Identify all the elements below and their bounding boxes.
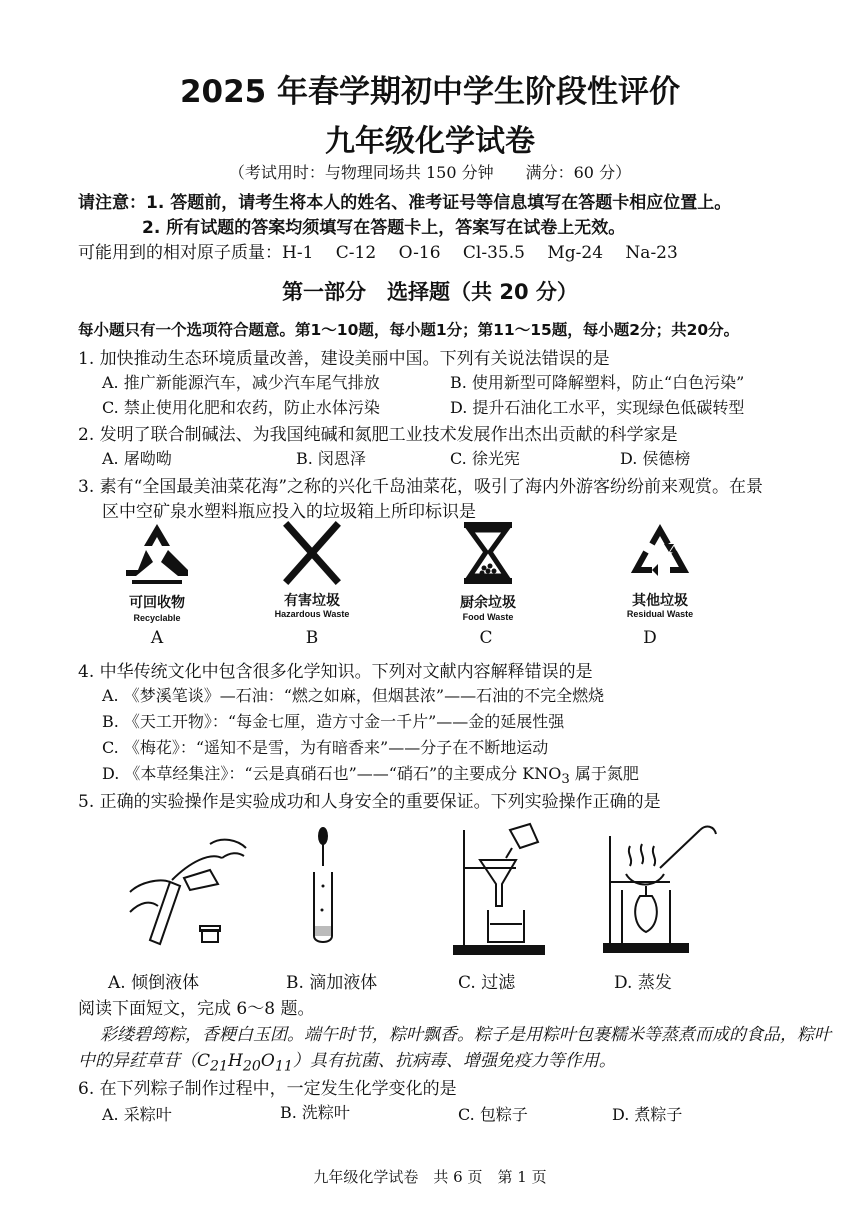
food-waste-icon [462,520,514,586]
exam-title: 2025 年春学期初中学生阶段性评价 [179,74,681,110]
notes-label: 请注意： [78,193,146,213]
notes-line-1 [78,188,731,213]
q1-option-c: C. 禁止使用化肥和农药，防止水体污染 [102,398,380,417]
q5-option-c: C. 过滤 [458,973,516,993]
dropper-icon [308,826,338,946]
q4-option-d-tail: 属于氮肥 [569,764,639,783]
q6-stem: 6. 在下列粽子制作过程中，一定发生化学变化的是 [78,1079,457,1099]
q4-option-d [102,761,639,787]
q2-stem: 2. 发明了联合制碱法、为我国纯碱和氮肥工业技术发展作出杰出贡献的科学家是 [78,425,678,445]
q5-option-a: A. 倾倒液体 [108,973,200,993]
page-footer: 九年级化学试卷 共 6 页 第 1 页 [313,1168,547,1186]
exam-info: （考试用时：与物理同场共 150 分钟 满分：60 分） [228,163,632,182]
residual-waste-icon [628,522,692,584]
reading-paragraph-line-1: 彩缕碧筠粽，香粳白玉团。端午时节，粽叶飘香。粽子是用粽叶包裹糯米等蒸煮而成的食品，粽叶 [100,1025,831,1045]
reading-formula-h: H [228,1051,243,1071]
q6-option-b: B. 洗粽叶 [280,1103,350,1122]
q4-option-c: C. 《梅花》：“遥知不是雪，为有暗香来”——分子在不断地运动 [102,738,549,757]
filtration-icon [450,820,560,956]
pouring-liquid-icon [110,822,260,952]
q2-option-c: C. 徐光宪 [450,449,520,468]
sign-b-letter: B [305,628,319,648]
atomic-masses: 可能用到的相对原子质量：H-1 C-12 O-16 Cl-35.5 Mg-24 Na-23 [78,243,678,263]
q4-stem: 4. 中华传统文化中包含很多化学知识。下列对文献内容解释错误的是 [78,662,593,682]
reading-formula-post: ）具有抗菌、抗病毒、增强免疫力等作用。 [292,1051,616,1071]
reading-formula-c-count: 21 [210,1058,229,1075]
reading-formula-o-count: 11 [274,1058,293,1075]
q4-option-d-text: D. 《本草经集注》：“云是真硝石也”——“硝石”的主要成分 KNO [102,764,562,783]
hazardous-icon [282,522,342,584]
q4-option-d-subscript: 3 [561,772,570,788]
q6-option-c: C. 包粽子 [458,1105,528,1124]
q1-stem: 1. 加快推动生态环境质量改善，建设美丽中国。下列有关说法错误的是 [78,349,610,369]
sign-b-en: Hazardous Waste [274,609,350,619]
recycle-icon [122,522,192,584]
notes-item-2: 2. 所有试题的答案均须填写在答题卡上，答案写在试卷上无效。 [142,218,626,238]
q1-option-a: A. 推广新能源汽车，减少汽车尾气排放 [102,373,380,392]
q3-stem-line-2: 区中空矿泉水塑料瓶应投入的垃圾箱上所印标识是 [102,502,476,522]
q5-stem: 5. 正确的实验操作是实验成功和人身安全的重要保证。下列实验操作正确的是 [78,792,661,812]
q6-option-a: A. 采粽叶 [102,1105,172,1124]
notes-item-1: 1. 答题前，请考生将本人的姓名、准考证号等信息填写在答题卡相应位置上。 [146,193,732,213]
sign-c-letter: C [479,628,493,648]
sign-a-letter: A [150,628,164,648]
reading-paragraph-line-2 [78,1046,616,1074]
sign-a-cn: 可回收物 [129,595,185,611]
q5-option-b: B. 滴加液体 [286,973,378,993]
part1-heading: 第一部分 选择题（共 20 分） [282,280,578,304]
q1-option-b: B. 使用新型可降解塑料，防止“白色污染” [450,373,745,392]
evaporation-icon [600,816,720,956]
q2-option-a: A. 屠呦呦 [102,449,172,468]
exam-subtitle: 九年级化学试卷 [325,124,535,159]
q4-option-a: A. 《梦溪笔谈》—石油：“燃之如麻，但烟甚浓”——石油的不完全燃烧 [102,686,605,705]
sign-d-letter: D [643,628,657,648]
reading-formula-h-count: 20 [242,1058,261,1075]
reading-formula-pre: 中的异荭草苷（C [78,1051,211,1071]
q5-option-d: D. 蒸发 [614,973,672,993]
sign-a-en: Recyclable [133,613,181,623]
sign-d-cn: 其他垃圾 [632,593,688,609]
sign-c-en: Food Waste [462,612,514,622]
q1-option-d: D. 提升石油化工水平，实现绿色低碳转型 [450,398,745,417]
reading-intro: 阅读下面短文，完成 6～8 题。 [78,999,315,1019]
sign-b-cn: 有害垃圾 [284,593,340,609]
sign-d-en: Residual Waste [626,609,694,619]
q3-stem-line-1: 3. 素有“全国最美油菜花海”之称的兴化千岛油菜花，吸引了海内外游客纷纷前来观赏。在景 [78,477,764,497]
q6-option-d: D. 煮粽子 [612,1105,683,1124]
sign-c-cn: 厨余垃圾 [460,595,516,611]
part1-instruction: 每小题只有一个选项符合题意。第1～10题，每小题1分；第11～15题，每小题2分；共20分。 [78,321,740,339]
q2-option-d: D. 侯德榜 [620,449,691,468]
q2-option-b: B. 闵恩泽 [296,449,366,468]
q4-option-b: B. 《天工开物》：“每金七厘，造方寸金一千片”——金的延展性强 [102,712,565,731]
reading-formula-o: O [260,1051,275,1071]
